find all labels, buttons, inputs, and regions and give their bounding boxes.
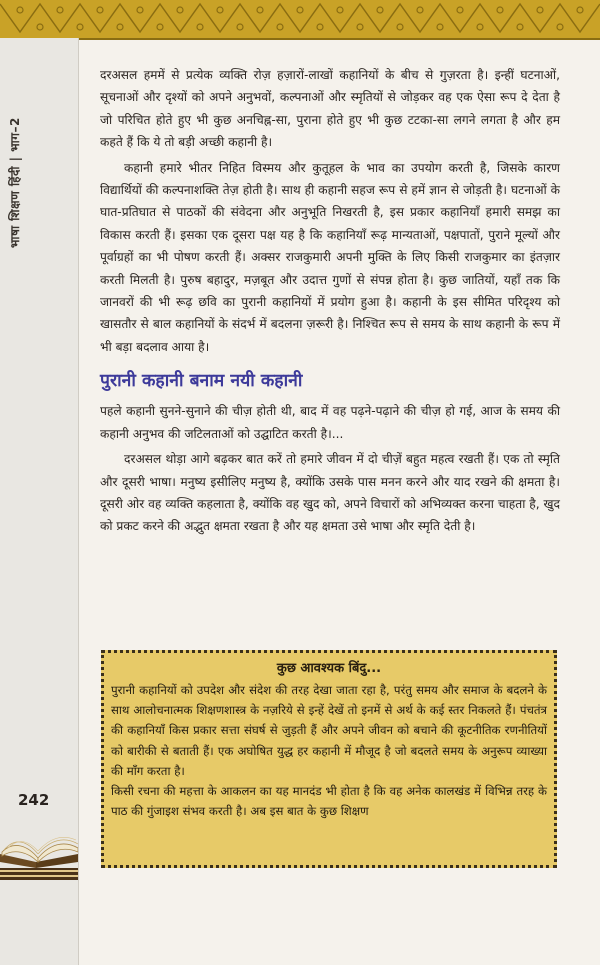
body-paragraph: दरअसल हममें से प्रत्येक व्यक्ति रोज़ हज़ारों-लाखों कहानियों के बीच से गुज़रता है। इन्हीं घटनाओं, सूचनाओं और दृश्यों को अपने अनुभवों, कल्पनाओं और स्मृतियों से जोड़कर वह एक ऐसा रूप दे देता है जो परिचित होते हुए भी कुछ अनचिह्न-सा, पुराना होते हुए भी कुछ टटका-सा लगने लगता है और हम कहते हैं कि ये तो बड़ी अच्छी कहानी है। bbox=[100, 68, 560, 150]
open-book-icon bbox=[0, 818, 78, 880]
body-paragraph: कहानी हमारे भीतर निहित विस्मय और कुतूहल के भाव का उपयोग करती है, जिसके कारण विद्यार्थियों की कल्पनाशक्ति तेज़ होती है। साथ ही कहानी सहज रूप से हमें ज्ञान से जोड़ती है। घटनाओं के घात-प्रतिघात से पाठकों की संवेदना और अनुभूति निखरती है, इस प्रकार कहानियाँ हमारी समझ का विकास करती हैं। इसका एक दूसरा पक्ष यह है कि कहानियाँ रूढ़ मान्यताओं, पक्षपातों, पुराने मूल्यों और पूर्वाग्रहों का भी पोषण करती हैं। अक्सर राजकुमारी अपनी मुक्ति के लिए किसी राजकुमार का इंतज़ार करती मिलती है। पुरुष बहादुर, मज़बूत और उदात्त गुणों से संपन्न होता है। कुछ जातियों, यहाँ तक कि जानवरों की भी रूढ़ छवि का पुरानी कहानियों में प्रयोग हुआ है। कहानी के इस सीमित परिदृश्य को खासतौर से बाल कहानियों के संदर्भ में बदलना ज़रूरी है। निश्चित रूप से समय के साथ कहानी के रूप में भी बड़ा बदलाव आया है। bbox=[100, 160, 560, 354]
body-paragraph: पहले कहानी सुनने-सुनाने की चीज़ होती थी, बाद में वह पढ़ने-पढ़ाने की चीज़ हो गई, आज के समय की कहानी अनुभव की जटिलताओं को उद्घाटित करती है।... bbox=[100, 404, 560, 441]
sidebar-divider bbox=[78, 38, 79, 965]
callout-paragraph: किसी रचना की महत्ता के आकलन का यह मानदंड भी होता है कि वह अनेक कालखंड में विभिन्न तरह के पाठ की गुंजाइश संभव करती है। अब इस बात के कुछ शिक्षण bbox=[111, 784, 547, 819]
running-head: भाषा शिक्षण हिंदी | भाग–2 bbox=[8, 117, 22, 248]
callout-title: कुछ आवश्यक बिंदु... bbox=[276, 661, 382, 676]
section-heading: पुरानी कहानी बनाम नयी कहानी bbox=[100, 371, 303, 392]
key-points-callout bbox=[101, 650, 557, 868]
zigzag-pattern-icon bbox=[0, 0, 600, 38]
page-number: 242 bbox=[18, 791, 50, 809]
callout-paragraph: पुरानी कहानियों को उपदेश और संदेश की तरह देखा जाता रहा है, परंतु समय और समाज के बदलने के साथ आलोचनात्मक शिक्षणशास्त्र के नज़रिये से इन्हें देखें तो इनमें से अर्थ के कई स्तर निकलते हैं। पंचतंत्र की कहानियाँ किस प्रकार सत्ता संघर्ष से जुड़ती हैं और अपने जीवन को बचाने की कूटनीतिक रणनीतियों को बारीकी से बताती हैं। एक अघोषित युद्ध हर कहानी में मौजूद है जो बदलते समय के अनुरूप व्याख्या की माँग करता है। bbox=[111, 683, 547, 778]
body-paragraph: दरअसल थोड़ा आगे बढ़कर बात करें तो हमारे जीवन में दो चीज़ें बहुत महत्व रखती हैं। एक तो स्मृति और दूसरी भाषा। मनुष्य इसीलिए मनुष्य है, क्योंकि उसके पास मनन करने और याद रखने की क्षमता है। दूसरी ओर वह व्यक्ति कहलाता है, क्योंकि वह खुद को, अपने विचारों को अभिव्यक्त करना चाहता है, खुद को प्रकट करने की अद्भुत क्षमता रखता है और यह क्षमता उसे भाषा और स्मृति देती है। bbox=[100, 452, 560, 534]
main-content bbox=[100, 64, 560, 541]
decorative-top-band bbox=[0, 0, 600, 40]
